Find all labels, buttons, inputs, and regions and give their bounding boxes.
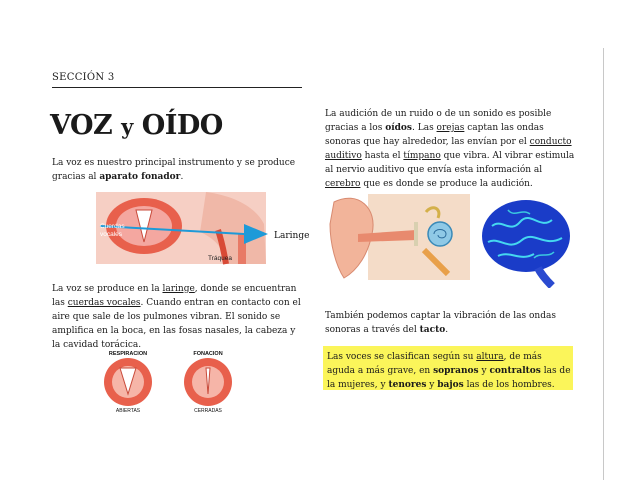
- title-voz: VOZ: [50, 110, 113, 141]
- text-run: las de la mujeres, y: [327, 366, 571, 390]
- link-altura: altura: [476, 352, 504, 362]
- brain-stem: [538, 268, 552, 286]
- bold-tacto: tacto: [419, 325, 446, 335]
- text-run: Las voces se clasifican según su: [327, 352, 477, 362]
- page-edge: [603, 48, 604, 480]
- text-run: hasta el: [361, 151, 404, 161]
- bold-sopranos: sopranos: [433, 366, 479, 376]
- voice-paragraph: [52, 282, 302, 352]
- text-run: , de más aguda a más grave, en: [327, 352, 542, 376]
- brain-body: [482, 200, 570, 272]
- vocal-cords-illustration: [98, 348, 248, 414]
- text-run: . Cuando entran en contacto con el aire que sale de los pulmones vibran. El sonido se amplifica en la boca, en las fosas nasales, la cabeza y la cavidad torácica.: [52, 298, 301, 350]
- label-fonacion: FONACION: [193, 351, 223, 357]
- bold-aparato-fonador: aparato fonador: [99, 172, 181, 182]
- bold-contraltos: contraltos: [489, 366, 541, 376]
- link-cuerdas-vocales: cuerdas vocales: [67, 298, 141, 308]
- link-conducto-auditivo: conducto auditivo: [325, 137, 572, 161]
- text-run: La voz se produce en la: [52, 284, 163, 294]
- text-run: que vibra. Al vibrar estimula al nervio auditivo que envía esta información al: [325, 151, 575, 175]
- text-run: las de los hombres.: [463, 380, 555, 390]
- intro-paragraph: [52, 156, 302, 184]
- link-laringe: laringe: [162, 284, 195, 294]
- text-run: La audición de un ruido o de un sonido es posible gracias a los: [325, 109, 552, 133]
- label-cerradas: CERRADAS: [194, 408, 222, 414]
- link-orejas: orejas: [436, 123, 465, 133]
- ear-illustration: [328, 194, 470, 280]
- brain-illustration: [478, 196, 574, 288]
- text-run: También podemos captar la vibración de las ondas sonoras a través del: [325, 311, 556, 335]
- label-vocales: vocales: [100, 231, 123, 238]
- link-cerebro: cerebro: [325, 179, 361, 189]
- label-respiracion: RESPIRACION: [108, 351, 148, 357]
- link-timpano: tímpano: [403, 151, 441, 161]
- title-connector: y: [121, 114, 133, 139]
- label-laringe: Laringe: [274, 231, 310, 241]
- bold-tenores: tenores: [388, 380, 427, 390]
- text-run: captan las ondas sonoras que hay alrededor, las envían por el: [325, 123, 544, 147]
- cochlea: [428, 222, 452, 246]
- page-title: [50, 110, 223, 141]
- text-run: que es donde se produce la audición.: [360, 179, 533, 189]
- touch-paragraph: [325, 309, 575, 337]
- text-run: y: [478, 366, 490, 376]
- text-run: .: [445, 325, 449, 335]
- bold-oidos: oídos: [385, 123, 412, 133]
- label-abiertas: ABIERTAS: [115, 408, 141, 414]
- text-run: , donde se encuentran las: [52, 284, 297, 308]
- voices-paragraph: [327, 350, 571, 392]
- text-run: y: [426, 380, 438, 390]
- section-divider: [52, 87, 302, 88]
- text-run: . Las: [412, 123, 437, 133]
- label-cuerdas: Cuerdas: [100, 223, 125, 230]
- section-label: SECCIÓN 3: [52, 72, 115, 83]
- text-run: La voz es nuestro principal instrumento y se produce gracias al: [52, 158, 296, 182]
- hearing-paragraph: [325, 107, 575, 191]
- bold-bajos: bajos: [437, 380, 464, 390]
- label-traquea: Tráquea: [208, 255, 232, 262]
- text-run: .: [180, 172, 184, 182]
- larynx-illustration: [96, 190, 311, 268]
- eardrum: [414, 222, 418, 246]
- title-oido: OÍDO: [141, 110, 223, 141]
